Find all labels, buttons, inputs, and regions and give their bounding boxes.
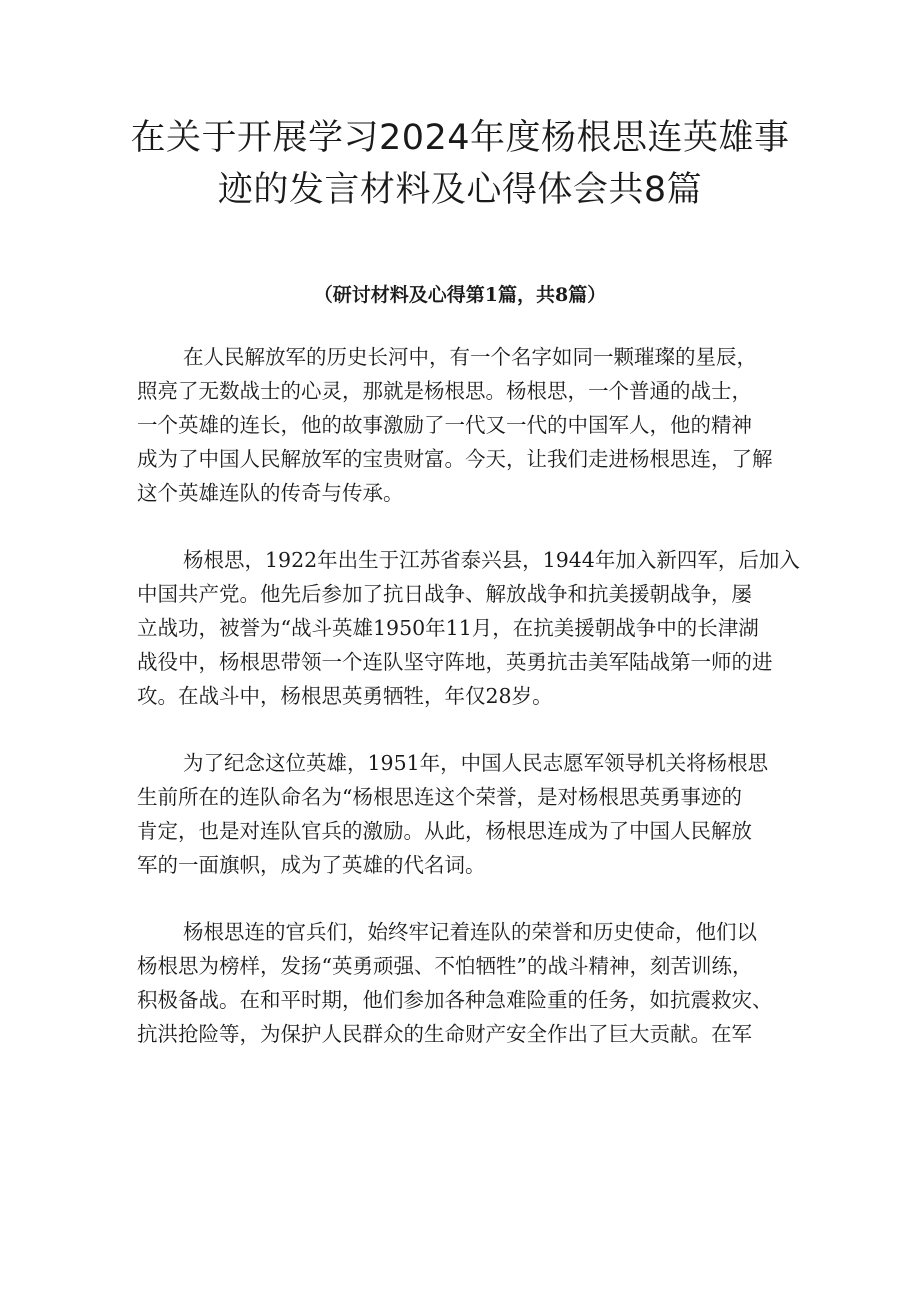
document-body xyxy=(137,340,800,1084)
paragraph-line: 在人民解放军的历史长河中，有一个名字如同一颗璀璨的星辰， xyxy=(183,345,757,369)
paragraph-3 xyxy=(137,746,797,882)
document-title xyxy=(120,112,800,216)
paragraph-line: 杨根思，1922年出生于江苏省泰兴县，1944年加入新四军，后加入 xyxy=(183,548,800,572)
paragraph-4 xyxy=(137,915,797,1051)
title-line-1: 在关于开展学习2024年度杨根思连英雄事 xyxy=(130,118,790,158)
paragraph-line: 肯定，也是对连队官兵的激励。从此，杨根思连成为了中国人民解放 xyxy=(137,819,752,843)
paragraph-line: 军的一面旗帜，成为了英雄的代名词。 xyxy=(137,853,486,877)
paragraph-line: 这个英雄连队的传奇与传承。 xyxy=(137,481,404,505)
paragraph-line: 杨根思连的官兵们，始终牢记着连队的荣誉和历史使命，他们以 xyxy=(183,920,757,944)
title-line-2: 迹的发言材料及心得体会共8篇 xyxy=(217,170,703,210)
document-subtitle: （研讨材料及心得第1篇，共8篇） xyxy=(313,284,607,306)
paragraph-2 xyxy=(137,543,800,713)
paragraph-line: 抗洪抢险等，为保护人民群众的生命财产安全作出了巨大贡献。在军 xyxy=(137,1022,752,1046)
paragraph-line: 立战功，被誉为“战斗英雄1950年11月，在抗美援朝战争中的长津湖 xyxy=(137,616,759,640)
paragraph-line: 中国共产党。他先后参加了抗日战争、解放战争和抗美援朝战争，屡 xyxy=(137,582,752,606)
paragraph-line: 一个英雄的连长，他的故事激励了一代又一代的中国军人，他的精神 xyxy=(137,413,752,437)
paragraph-line: 照亮了无数战士的心灵，那就是杨根思。杨根思，一个普通的战士， xyxy=(137,379,752,403)
paragraph-1 xyxy=(137,340,797,510)
paragraph-line: 为了纪念这位英雄，1951年，中国人民志愿军领导机关将杨根思 xyxy=(183,751,769,775)
paragraph-line: 积极备战。在和平时期，他们参加各种急难险重的任务，如抗震救灾、 xyxy=(137,988,773,1012)
paragraph-line: 杨根思为榜样，发扬“英勇顽强、不怕牺牲”的战斗精神，刻苦训练， xyxy=(137,954,753,978)
paragraph-line: 战役中，杨根思带领一个连队坚守阵地，英勇抗击美军陆战第一师的进 xyxy=(137,650,773,674)
paragraph-line: 攻。在战斗中，杨根思英勇牺牲，年仅28岁。 xyxy=(137,684,553,708)
paragraph-line: 生前所在的连队命名为“杨根思连这个荣誉，是对杨根思英勇事迹的 xyxy=(137,785,742,809)
paragraph-line: 成为了中国人民解放军的宝贵财富。今天，让我们走进杨根思连，了解 xyxy=(137,447,773,471)
